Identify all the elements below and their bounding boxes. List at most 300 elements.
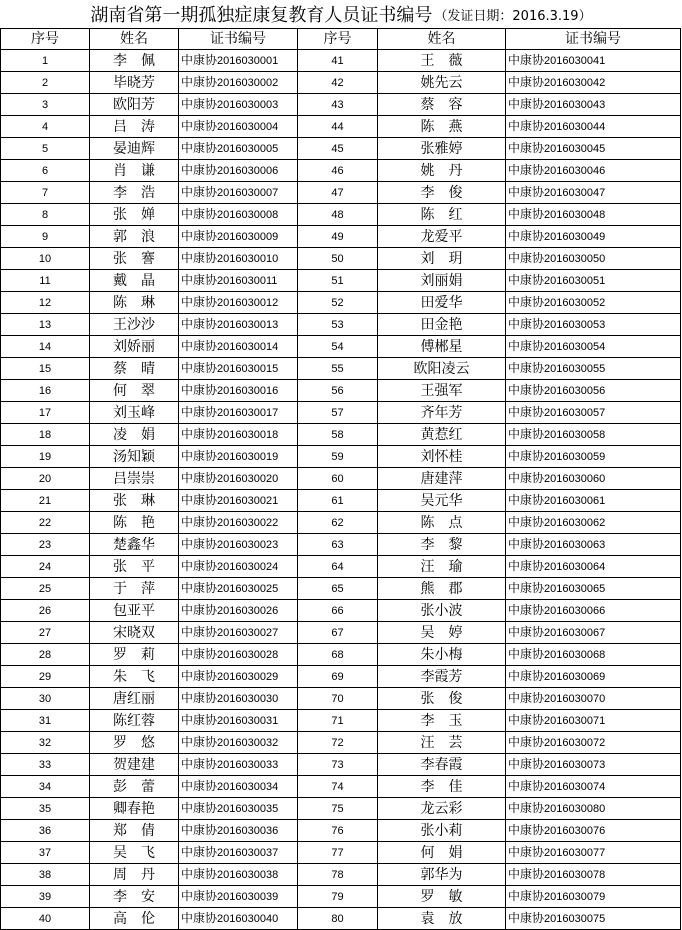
cert-prefix: 中康协 bbox=[181, 449, 218, 463]
table-row bbox=[1, 644, 681, 666]
cert-prefix: 中康协 bbox=[508, 757, 545, 771]
name-right: 李 佳 bbox=[378, 776, 506, 798]
cert-prefix: 中康协 bbox=[181, 471, 218, 485]
cert-right bbox=[506, 534, 681, 556]
cert-left bbox=[179, 512, 298, 534]
cert-prefix: 中康协 bbox=[508, 295, 545, 309]
cert-right bbox=[506, 666, 681, 688]
seq-left: 15 bbox=[1, 358, 90, 380]
name-left: 张 婵 bbox=[90, 204, 179, 226]
cert-number: 2016030030 bbox=[217, 693, 279, 705]
cert-left bbox=[179, 578, 298, 600]
seq-left: 19 bbox=[1, 446, 90, 468]
table-row bbox=[1, 666, 681, 688]
table-row bbox=[1, 688, 681, 710]
cert-prefix: 中康协 bbox=[508, 669, 545, 683]
cert-right bbox=[506, 688, 681, 710]
seq-left: 9 bbox=[1, 226, 90, 248]
seq-left: 3 bbox=[1, 94, 90, 116]
seq-right: 61 bbox=[298, 490, 378, 512]
cert-right bbox=[506, 292, 681, 314]
cert-prefix: 中康协 bbox=[181, 647, 218, 661]
seq-left: 29 bbox=[1, 666, 90, 688]
cert-left bbox=[179, 446, 298, 468]
table-row bbox=[1, 424, 681, 446]
cert-prefix: 中康协 bbox=[508, 141, 545, 155]
cert-prefix: 中康协 bbox=[508, 493, 545, 507]
name-right: 田金艳 bbox=[378, 314, 506, 336]
cert-prefix: 中康协 bbox=[508, 251, 545, 265]
cert-prefix: 中康协 bbox=[181, 713, 218, 727]
cert-number: 2016030040 bbox=[217, 913, 279, 925]
cert-prefix: 中康协 bbox=[508, 229, 545, 243]
cert-number: 2016030053 bbox=[544, 319, 606, 331]
name-left: 吴 飞 bbox=[90, 842, 179, 864]
cert-number: 2016030072 bbox=[544, 737, 606, 749]
seq-right: 48 bbox=[298, 204, 378, 226]
seq-right: 77 bbox=[298, 842, 378, 864]
cert-right bbox=[506, 710, 681, 732]
name-left: 卿春艳 bbox=[90, 798, 179, 820]
cert-left bbox=[179, 666, 298, 688]
cert-prefix: 中康协 bbox=[181, 383, 218, 397]
cert-prefix: 中康协 bbox=[508, 449, 545, 463]
table-row bbox=[1, 72, 681, 94]
table-row bbox=[1, 776, 681, 798]
cert-number: 2016030045 bbox=[544, 143, 606, 155]
name-right: 汪 芸 bbox=[378, 732, 506, 754]
name-left: 周 丹 bbox=[90, 864, 179, 886]
table-row bbox=[1, 204, 681, 226]
cert-number: 2016030078 bbox=[544, 869, 606, 881]
cert-prefix: 中康协 bbox=[181, 625, 218, 639]
name-right: 王强军 bbox=[378, 380, 506, 402]
cert-number: 2016030064 bbox=[544, 561, 606, 573]
cert-number: 2016030027 bbox=[217, 627, 279, 639]
seq-left: 13 bbox=[1, 314, 90, 336]
name-right: 蔡 容 bbox=[378, 94, 506, 116]
seq-right: 43 bbox=[298, 94, 378, 116]
cert-left bbox=[179, 798, 298, 820]
cert-number: 2016030018 bbox=[217, 429, 279, 441]
cert-prefix: 中康协 bbox=[508, 823, 545, 837]
name-left: 唐红丽 bbox=[90, 688, 179, 710]
cert-number: 2016030015 bbox=[217, 363, 279, 375]
cert-right bbox=[506, 50, 681, 72]
cert-right bbox=[506, 556, 681, 578]
seq-right: 73 bbox=[298, 754, 378, 776]
cert-prefix: 中康协 bbox=[508, 779, 545, 793]
cert-right bbox=[506, 820, 681, 842]
cert-right bbox=[506, 732, 681, 754]
cert-prefix: 中康协 bbox=[181, 97, 218, 111]
cert-left bbox=[179, 864, 298, 886]
cert-prefix: 中康协 bbox=[181, 251, 218, 265]
seq-left: 39 bbox=[1, 886, 90, 908]
name-right: 吴元华 bbox=[378, 490, 506, 512]
table-row bbox=[1, 248, 681, 270]
cert-right bbox=[506, 72, 681, 94]
cert-prefix: 中康协 bbox=[181, 119, 218, 133]
cert-right bbox=[506, 754, 681, 776]
cert-prefix: 中康协 bbox=[181, 493, 218, 507]
cert-right bbox=[506, 798, 681, 820]
cert-left bbox=[179, 710, 298, 732]
cert-left bbox=[179, 292, 298, 314]
cert-left bbox=[179, 314, 298, 336]
seq-right: 71 bbox=[298, 710, 378, 732]
name-left: 陈 艳 bbox=[90, 512, 179, 534]
seq-right: 64 bbox=[298, 556, 378, 578]
name-left: 肖 谦 bbox=[90, 160, 179, 182]
name-right: 姚先云 bbox=[378, 72, 506, 94]
cert-prefix: 中康协 bbox=[508, 471, 545, 485]
cert-right bbox=[506, 424, 681, 446]
cert-right bbox=[506, 468, 681, 490]
cert-number: 2016030069 bbox=[544, 671, 606, 683]
header-cert-left: 证书编号 bbox=[179, 29, 298, 50]
cert-left bbox=[179, 688, 298, 710]
seq-right: 70 bbox=[298, 688, 378, 710]
cert-right bbox=[506, 864, 681, 886]
seq-left: 10 bbox=[1, 248, 90, 270]
name-right: 齐年芳 bbox=[378, 402, 506, 424]
cert-prefix: 中康协 bbox=[181, 779, 218, 793]
seq-left: 4 bbox=[1, 116, 90, 138]
name-left: 宋晓双 bbox=[90, 622, 179, 644]
table-row bbox=[1, 116, 681, 138]
name-left: 郭 浪 bbox=[90, 226, 179, 248]
name-right: 陈 燕 bbox=[378, 116, 506, 138]
seq-left: 23 bbox=[1, 534, 90, 556]
cert-prefix: 中康协 bbox=[181, 229, 218, 243]
cert-prefix: 中康协 bbox=[508, 647, 545, 661]
cert-number: 2016030025 bbox=[217, 583, 279, 595]
cert-number: 2016030012 bbox=[217, 297, 279, 309]
seq-right: 60 bbox=[298, 468, 378, 490]
cert-prefix: 中康协 bbox=[508, 911, 545, 925]
seq-right: 54 bbox=[298, 336, 378, 358]
table-row bbox=[1, 446, 681, 468]
seq-left: 31 bbox=[1, 710, 90, 732]
table-row bbox=[1, 754, 681, 776]
cert-prefix: 中康协 bbox=[181, 911, 218, 925]
cert-prefix: 中康协 bbox=[181, 757, 218, 771]
cert-left bbox=[179, 50, 298, 72]
cert-number: 2016030065 bbox=[544, 583, 606, 595]
cert-right bbox=[506, 248, 681, 270]
seq-left: 33 bbox=[1, 754, 90, 776]
cert-prefix: 中康协 bbox=[181, 603, 218, 617]
seq-left: 16 bbox=[1, 380, 90, 402]
seq-right: 42 bbox=[298, 72, 378, 94]
seq-right: 52 bbox=[298, 292, 378, 314]
cert-left bbox=[179, 820, 298, 842]
cert-right bbox=[506, 644, 681, 666]
seq-right: 66 bbox=[298, 600, 378, 622]
cert-right bbox=[506, 314, 681, 336]
seq-left: 6 bbox=[1, 160, 90, 182]
cert-prefix: 中康协 bbox=[508, 97, 545, 111]
cert-left bbox=[179, 270, 298, 292]
cert-number: 2016030058 bbox=[544, 429, 606, 441]
cert-prefix: 中康协 bbox=[508, 581, 545, 595]
name-right: 田爱华 bbox=[378, 292, 506, 314]
name-left: 吕 涛 bbox=[90, 116, 179, 138]
cert-prefix: 中康协 bbox=[508, 317, 545, 331]
cert-number: 2016030023 bbox=[217, 539, 279, 551]
cert-right bbox=[506, 490, 681, 512]
cert-number: 2016030006 bbox=[217, 165, 279, 177]
cert-number: 2016030029 bbox=[217, 671, 279, 683]
cert-left bbox=[179, 248, 298, 270]
cert-right bbox=[506, 226, 681, 248]
cert-number: 2016030028 bbox=[217, 649, 279, 661]
cert-number: 2016030008 bbox=[217, 209, 279, 221]
cert-number: 2016030002 bbox=[217, 77, 279, 89]
name-right: 刘怀桂 bbox=[378, 446, 506, 468]
table-row bbox=[1, 556, 681, 578]
cert-right bbox=[506, 776, 681, 798]
cert-left bbox=[179, 490, 298, 512]
cert-number: 2016030017 bbox=[217, 407, 279, 419]
name-left: 郑 倩 bbox=[90, 820, 179, 842]
seq-right: 78 bbox=[298, 864, 378, 886]
cert-prefix: 中康协 bbox=[181, 427, 218, 441]
issue-date: （发证日期：2016.3.19） bbox=[434, 8, 592, 24]
seq-left: 5 bbox=[1, 138, 90, 160]
cert-number: 2016030020 bbox=[217, 473, 279, 485]
seq-right: 47 bbox=[298, 182, 378, 204]
name-left: 陈红蓉 bbox=[90, 710, 179, 732]
table-row bbox=[1, 600, 681, 622]
table-row bbox=[1, 534, 681, 556]
table-row bbox=[1, 50, 681, 72]
cert-prefix: 中康协 bbox=[508, 801, 545, 815]
name-left: 李 浩 bbox=[90, 182, 179, 204]
cert-number: 2016030066 bbox=[544, 605, 606, 617]
cert-number: 2016030005 bbox=[217, 143, 279, 155]
cert-number: 2016030001 bbox=[217, 55, 279, 67]
cert-prefix: 中康协 bbox=[508, 207, 545, 221]
table-row bbox=[1, 490, 681, 512]
name-right: 张 俊 bbox=[378, 688, 506, 710]
cert-prefix: 中康协 bbox=[508, 427, 545, 441]
cert-prefix: 中康协 bbox=[508, 405, 545, 419]
cert-number: 2016030057 bbox=[544, 407, 606, 419]
cert-number: 2016030075 bbox=[544, 913, 606, 925]
page-title bbox=[0, 0, 682, 28]
cert-number: 2016030013 bbox=[217, 319, 279, 331]
name-left: 李 佩 bbox=[90, 50, 179, 72]
cert-prefix: 中康协 bbox=[508, 713, 545, 727]
cert-prefix: 中康协 bbox=[181, 405, 218, 419]
table-row bbox=[1, 512, 681, 534]
seq-left: 22 bbox=[1, 512, 90, 534]
table-row bbox=[1, 622, 681, 644]
seq-right: 51 bbox=[298, 270, 378, 292]
cert-number: 2016030077 bbox=[544, 847, 606, 859]
seq-left: 35 bbox=[1, 798, 90, 820]
seq-left: 37 bbox=[1, 842, 90, 864]
cert-left bbox=[179, 908, 298, 930]
cert-prefix: 中康协 bbox=[181, 141, 218, 155]
cert-number: 2016030051 bbox=[544, 275, 606, 287]
name-left: 张 平 bbox=[90, 556, 179, 578]
cert-right bbox=[506, 270, 681, 292]
name-right: 王 薇 bbox=[378, 50, 506, 72]
table-row bbox=[1, 402, 681, 424]
seq-left: 14 bbox=[1, 336, 90, 358]
cert-left bbox=[179, 886, 298, 908]
cert-number: 2016030010 bbox=[217, 253, 279, 265]
cert-number: 2016030050 bbox=[544, 253, 606, 265]
seq-right: 59 bbox=[298, 446, 378, 468]
table-row bbox=[1, 842, 681, 864]
cert-prefix: 中康协 bbox=[508, 735, 545, 749]
cert-number: 2016030047 bbox=[544, 187, 606, 199]
cert-number: 2016030061 bbox=[544, 495, 606, 507]
cert-prefix: 中康协 bbox=[181, 339, 218, 353]
cert-number: 2016030052 bbox=[544, 297, 606, 309]
cert-prefix: 中康协 bbox=[508, 163, 545, 177]
cert-prefix: 中康协 bbox=[508, 691, 545, 705]
cert-prefix: 中康协 bbox=[508, 889, 545, 903]
seq-left: 26 bbox=[1, 600, 90, 622]
name-right: 刘丽娟 bbox=[378, 270, 506, 292]
seq-left: 28 bbox=[1, 644, 90, 666]
name-right: 陈 红 bbox=[378, 204, 506, 226]
cert-left bbox=[179, 600, 298, 622]
name-right: 熊 郡 bbox=[378, 578, 506, 600]
cert-prefix: 中康协 bbox=[508, 53, 545, 67]
cert-number: 2016030048 bbox=[544, 209, 606, 221]
cert-number: 2016030076 bbox=[544, 825, 606, 837]
cert-right bbox=[506, 402, 681, 424]
cert-number: 2016030024 bbox=[217, 561, 279, 573]
cert-prefix: 中康协 bbox=[508, 559, 545, 573]
cert-number: 2016030014 bbox=[217, 341, 279, 353]
cert-right bbox=[506, 160, 681, 182]
cert-number: 2016030032 bbox=[217, 737, 279, 749]
table-row bbox=[1, 578, 681, 600]
name-right: 李 俊 bbox=[378, 182, 506, 204]
seq-left: 30 bbox=[1, 688, 90, 710]
table-row bbox=[1, 336, 681, 358]
cert-number: 2016030074 bbox=[544, 781, 606, 793]
cert-prefix: 中康协 bbox=[508, 383, 545, 397]
name-left: 高 伦 bbox=[90, 908, 179, 930]
cert-right bbox=[506, 446, 681, 468]
cert-number: 2016030055 bbox=[544, 363, 606, 375]
cert-left bbox=[179, 182, 298, 204]
name-left: 何 翠 bbox=[90, 380, 179, 402]
cert-number: 2016030068 bbox=[544, 649, 606, 661]
name-right: 张小莉 bbox=[378, 820, 506, 842]
table-row bbox=[1, 732, 681, 754]
cert-left bbox=[179, 644, 298, 666]
name-left: 汤知颖 bbox=[90, 446, 179, 468]
seq-left: 1 bbox=[1, 50, 90, 72]
cert-right bbox=[506, 600, 681, 622]
cert-prefix: 中康协 bbox=[508, 845, 545, 859]
name-right: 龙云彩 bbox=[378, 798, 506, 820]
cert-left bbox=[179, 468, 298, 490]
cert-prefix: 中康协 bbox=[181, 53, 218, 67]
name-right: 何 娟 bbox=[378, 842, 506, 864]
name-right: 欧阳凌云 bbox=[378, 358, 506, 380]
header-seq-right: 序号 bbox=[298, 29, 378, 50]
cert-right bbox=[506, 204, 681, 226]
cert-prefix: 中康协 bbox=[508, 515, 545, 529]
cert-left bbox=[179, 424, 298, 446]
name-right: 罗 敏 bbox=[378, 886, 506, 908]
cert-right bbox=[506, 336, 681, 358]
table-row bbox=[1, 358, 681, 380]
seq-right: 49 bbox=[298, 226, 378, 248]
table-row bbox=[1, 160, 681, 182]
seq-left: 17 bbox=[1, 402, 90, 424]
seq-right: 63 bbox=[298, 534, 378, 556]
cert-number: 2016030007 bbox=[217, 187, 279, 199]
cert-right bbox=[506, 622, 681, 644]
cert-number: 2016030037 bbox=[217, 847, 279, 859]
seq-left: 2 bbox=[1, 72, 90, 94]
cert-prefix: 中康协 bbox=[181, 207, 218, 221]
cert-prefix: 中康协 bbox=[508, 185, 545, 199]
cert-number: 2016030022 bbox=[217, 517, 279, 529]
cert-number: 2016030019 bbox=[217, 451, 279, 463]
cert-number: 2016030054 bbox=[544, 341, 606, 353]
cert-prefix: 中康协 bbox=[181, 867, 218, 881]
seq-right: 57 bbox=[298, 402, 378, 424]
table-body bbox=[1, 50, 681, 930]
name-right: 唐建萍 bbox=[378, 468, 506, 490]
name-left: 包亚平 bbox=[90, 600, 179, 622]
name-left: 于 萍 bbox=[90, 578, 179, 600]
seq-right: 55 bbox=[298, 358, 378, 380]
cert-right bbox=[506, 358, 681, 380]
name-left: 戴 晶 bbox=[90, 270, 179, 292]
seq-right: 45 bbox=[298, 138, 378, 160]
seq-left: 24 bbox=[1, 556, 90, 578]
cert-left bbox=[179, 94, 298, 116]
name-right: 郭华为 bbox=[378, 864, 506, 886]
name-left: 张 琳 bbox=[90, 490, 179, 512]
seq-left: 7 bbox=[1, 182, 90, 204]
name-left: 朱 飞 bbox=[90, 666, 179, 688]
name-left: 贺建建 bbox=[90, 754, 179, 776]
table-row bbox=[1, 292, 681, 314]
cert-number: 2016030063 bbox=[544, 539, 606, 551]
cert-prefix: 中康协 bbox=[181, 581, 218, 595]
name-left: 蔡 晴 bbox=[90, 358, 179, 380]
name-right: 陈 点 bbox=[378, 512, 506, 534]
seq-left: 32 bbox=[1, 732, 90, 754]
name-right: 李 黎 bbox=[378, 534, 506, 556]
cert-right bbox=[506, 138, 681, 160]
seq-right: 41 bbox=[298, 50, 378, 72]
table-row bbox=[1, 182, 681, 204]
name-right: 李春霞 bbox=[378, 754, 506, 776]
cert-left bbox=[179, 138, 298, 160]
cert-number: 2016030079 bbox=[544, 891, 606, 903]
cert-number: 2016030026 bbox=[217, 605, 279, 617]
seq-right: 62 bbox=[298, 512, 378, 534]
cert-number: 2016030043 bbox=[544, 99, 606, 111]
cert-prefix: 中康协 bbox=[508, 361, 545, 375]
cert-prefix: 中康协 bbox=[181, 537, 218, 551]
